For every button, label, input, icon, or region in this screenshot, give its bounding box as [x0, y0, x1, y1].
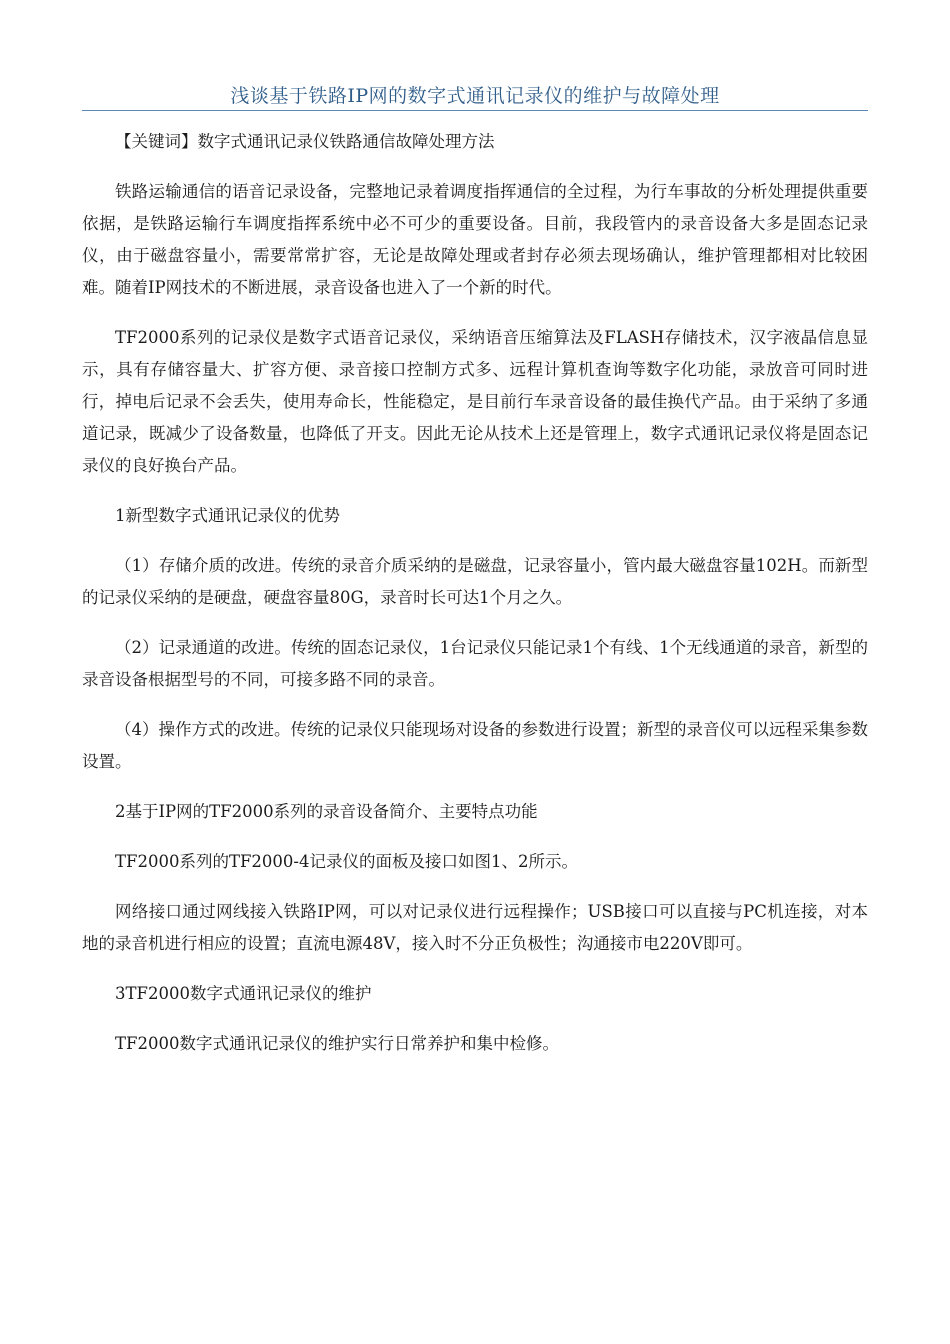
keywords-paragraph: 【关键词】数字式通讯记录仪铁路通信故障处理方法: [115, 132, 495, 151]
body-paragraph: （2）记录通道的改进。传统的固态记录仪，1台记录仪只能记录1个有线、1个无线通道的录音，新型的录音设备根据型号的不同，可接多路不同的录音。: [82, 638, 868, 689]
body-paragraph: 网络接口通过网线接入铁路IP网，可以对记录仪进行远程操作；USB接口可以直接与PC机连接，对本地的录音机进行相应的设置；直流电源48V，接入时不分正负极性；沟通接市电220V即可。: [82, 902, 868, 953]
section-heading: 2基于IP网的TF2000系列的录音设备简介、主要特点功能: [115, 802, 538, 821]
body-paragraph: TF2000系列的记录仪是数字式语音记录仪，采纳语音压缩算法及FLASH存储技术，汉字液晶信息显示，具有存储容量大、扩容方便、录音接口控制方式多、远程计算机查询等数字化功能，录放音可同时进行，掉电后记录不会丢失，使用寿命长，性能稳定，是目前行车录音设备的最佳换代产品。由于采纳了多通道记录，既减少了设备数量，也降低了开支。因此无论从技术上还是管理上，数字式通讯记录仪将是固态记录仪的良好换台产品。: [82, 328, 868, 475]
body-paragraph: （1）存储介质的改进。传统的录音介质采纳的是磁盘，记录容量小，管内最大磁盘容量102H。而新型的记录仪采纳的是硬盘，硬盘容量80G，录音时长可达1个月之久。: [82, 556, 868, 607]
document-title: 浅谈基于铁路IP网的数字式通讯记录仪的维护与故障处理: [230, 85, 720, 107]
document-body: [82, 126, 868, 1078]
body-paragraph: 铁路运输通信的语音记录设备，完整地记录着调度指挥通信的全过程，为行车事故的分析处理提供重要依据，是铁路运输行车调度指挥系统中必不可少的重要设备。目前，我段管内的录音设备大多是固态记录仪，由于磁盘容量小，需要常常扩容，无论是故障处理或者封存必须去现场确认，维护管理都相对比较困难。随着IP网技术的不断进展，录音设备也进入了一个新的时代。: [82, 182, 868, 297]
title-underline: [82, 110, 868, 111]
body-paragraph: （4）操作方式的改进。传统的记录仪只能现场对设备的参数进行设置；新型的录音仪可以远程采集参数设置。: [82, 720, 868, 771]
body-paragraph: TF2000系列的TF2000-4记录仪的面板及接口如图1、2所示。: [115, 852, 578, 871]
section-heading: 3TF2000数字式通讯记录仪的维护: [115, 984, 372, 1003]
body-paragraph: TF2000数字式通讯记录仪的维护实行日常养护和集中检修。: [115, 1034, 559, 1053]
section-heading: 1新型数字式通讯记录仪的优势: [115, 506, 340, 525]
